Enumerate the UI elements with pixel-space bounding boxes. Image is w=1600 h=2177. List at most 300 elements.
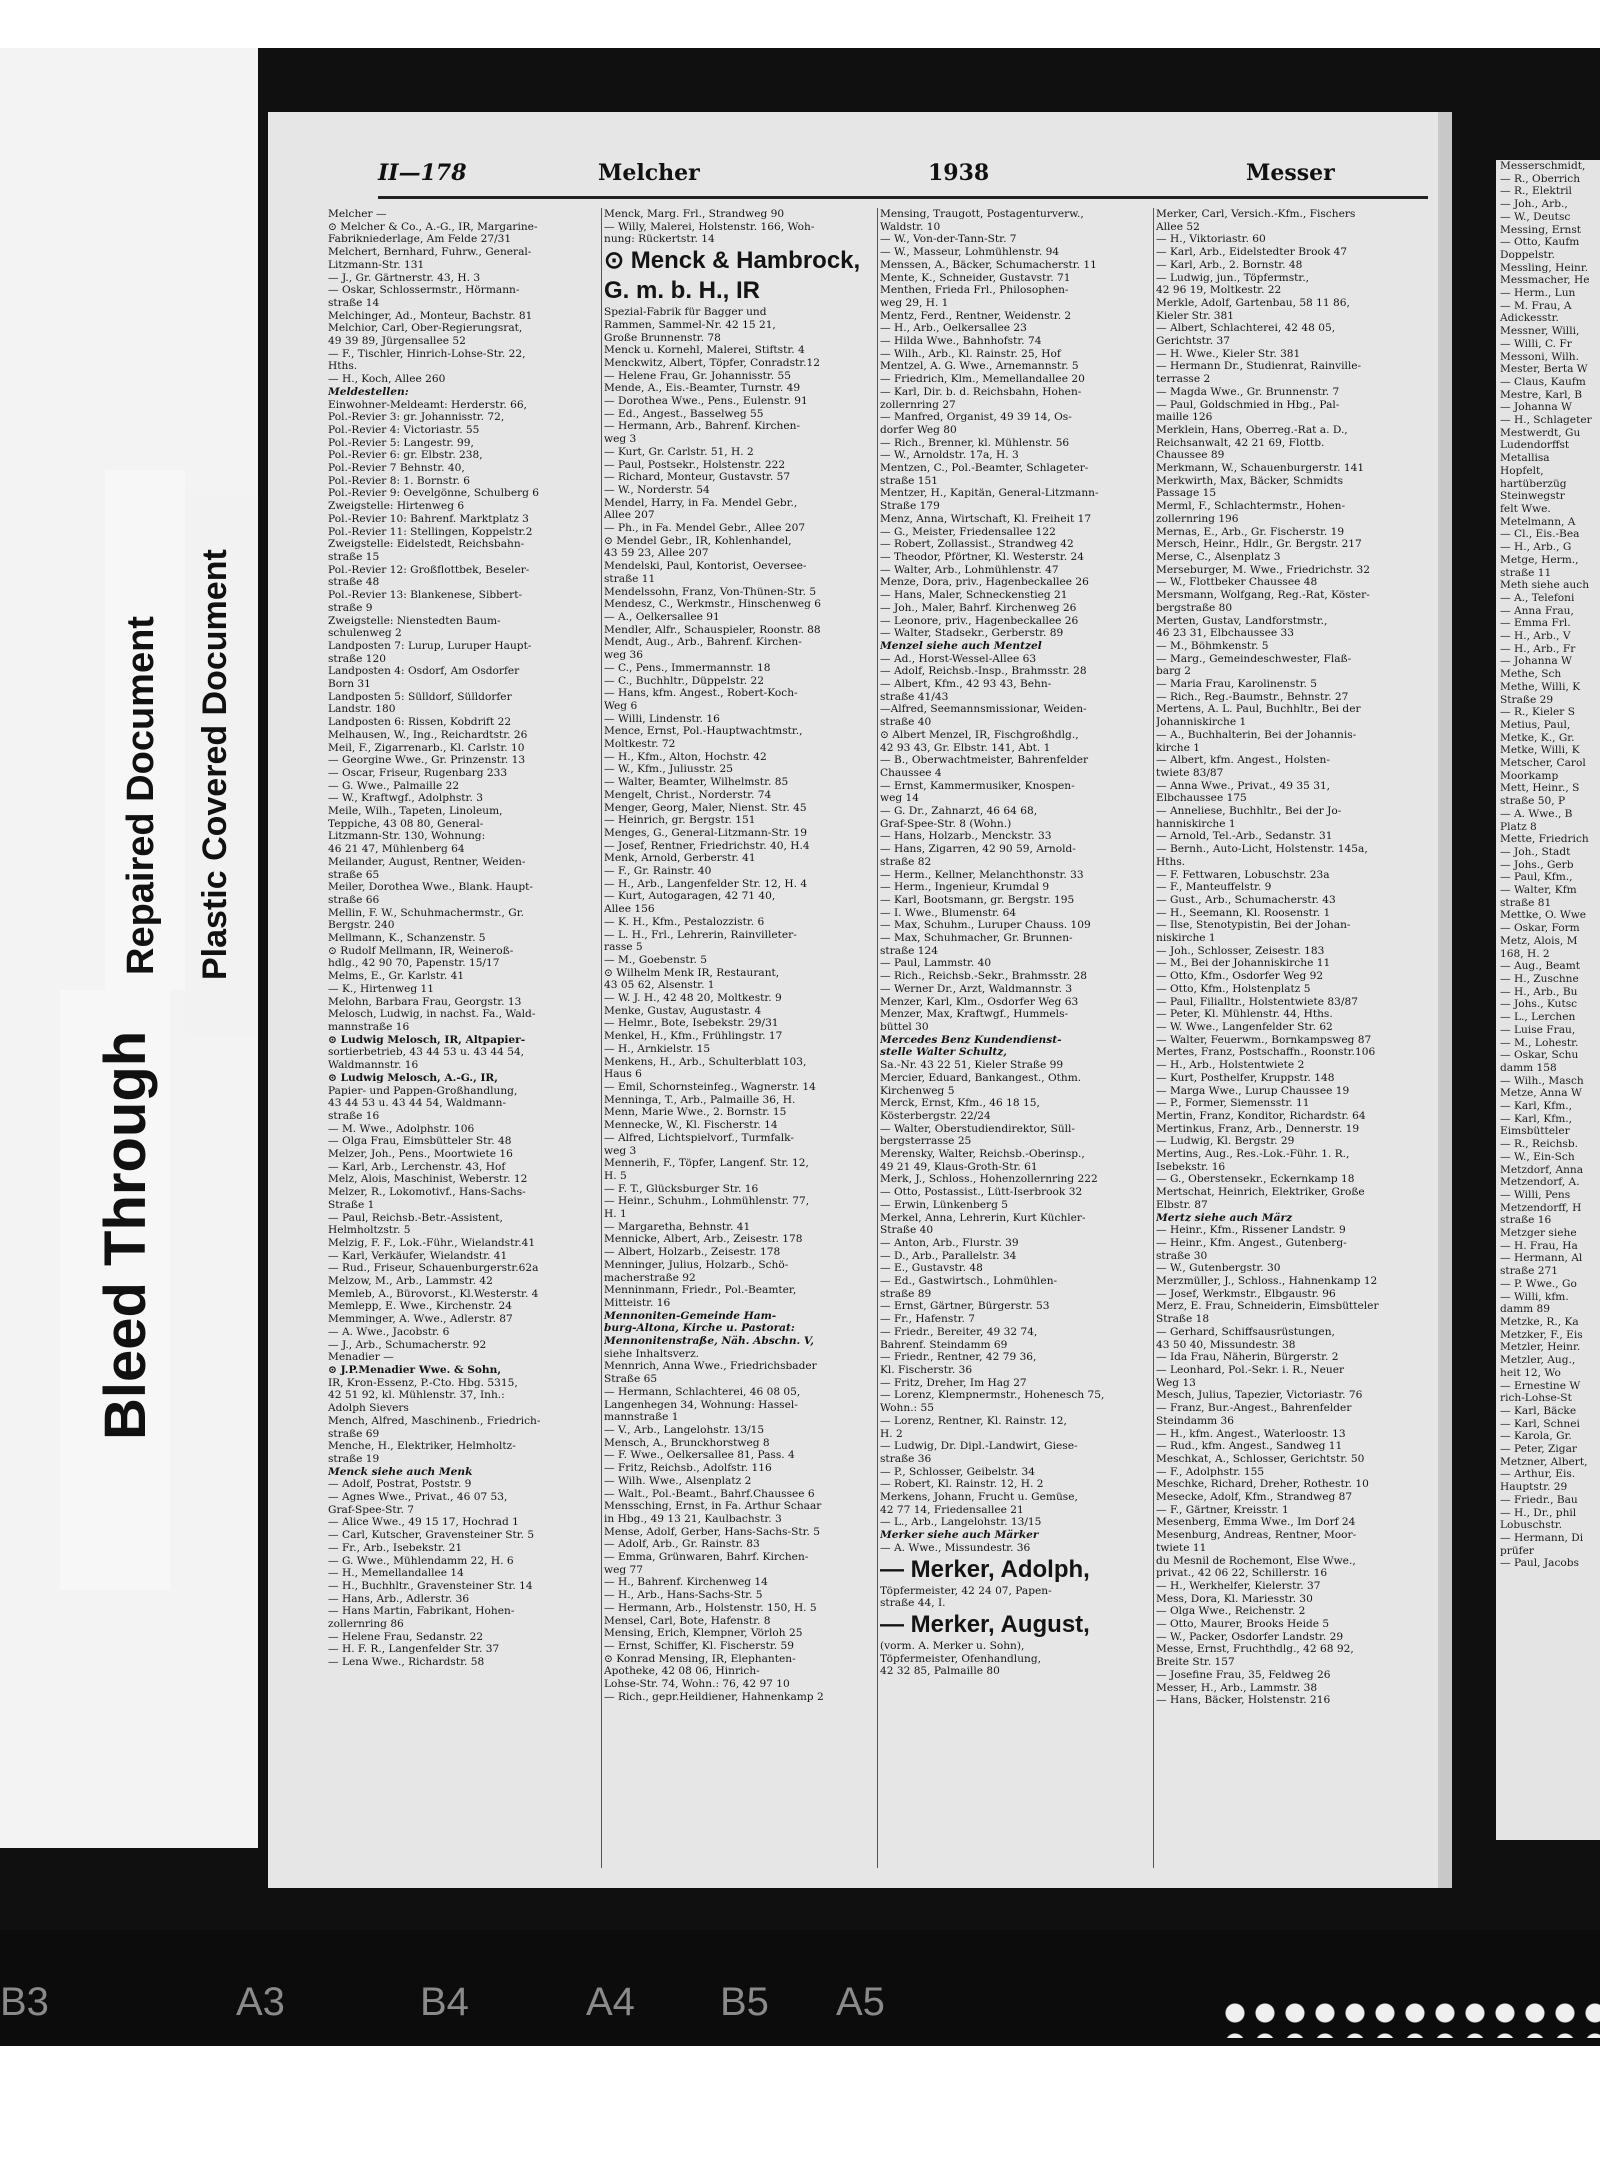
adjacent-page-line: Platz 8	[1500, 820, 1537, 833]
adjacent-page-line: Mette, Friedrich	[1500, 833, 1589, 846]
directory-line: 43 44 53 u. 43 44 54, Waldmann-	[328, 1097, 507, 1110]
adjacent-page-line: Mett, Heinr., S	[1500, 782, 1580, 795]
directory-line: Töpfermeister, Ofenhandlung,	[880, 1652, 1041, 1665]
directory-line: — K. H., Kfm., Pestalozzistr. 6	[604, 915, 765, 928]
adjacent-page-line: — Willi, Pens	[1500, 1188, 1571, 1201]
directory-line: privat., 42 06 22, Schillerstr. 16	[1156, 1567, 1328, 1580]
directory-line: Sa.-Nr. 43 22 51, Kieler Straße 99	[880, 1059, 1064, 1072]
film-mark: B5	[720, 1980, 769, 2024]
directory-line: — Friedrich, Klm., Memellandallee 20	[880, 373, 1085, 386]
directory-line: — P., Schlosser, Geibelstr. 34	[880, 1465, 1035, 1478]
directory-line: — Albert, kfm. Angest., Holsten-	[1156, 754, 1330, 767]
directory-line: — A., Buchhalterin, Bei der Johannis-	[1156, 728, 1357, 741]
directory-line: straße 36	[880, 1452, 932, 1465]
directory-line: Pol.-Revier 7 Behnstr. 40,	[328, 462, 465, 475]
directory-line: 42 51 92, kl. Mühlenstr. 37, Inh.:	[328, 1389, 505, 1402]
directory-line: — Rud., Friseur, Schauenburgerstr.62a	[328, 1262, 539, 1275]
directory-line: straße 9	[328, 601, 373, 614]
directory-line: Mendt, Aug., Arb., Bahrenf. Kirchen-	[604, 636, 802, 649]
directory-line: Allee 156	[604, 903, 655, 916]
directory-line: — Fritz, Reichsb., Adolfstr. 116	[604, 1462, 772, 1475]
adjacent-page-line: — Johs., Kutsc	[1500, 998, 1578, 1011]
directory-line: hanniskirche 1	[1156, 817, 1236, 830]
directory-line: Mertinkus, Franz, Arb., Dennerstr. 19	[1156, 1122, 1360, 1135]
directory-page	[268, 112, 1452, 1888]
adjacent-page-line: — Oskar, Schu	[1500, 1049, 1579, 1062]
directory-line: Fabrikniederlage, Am Felde 27/31	[328, 233, 512, 246]
directory-line: straße 65	[328, 868, 380, 881]
directory-line: — Ludwig, jun., Töpfermstr.,	[1156, 271, 1310, 284]
directory-line: (vorm. A. Merker u. Sohn),	[880, 1639, 1025, 1652]
directory-line: Mende, A., Eis.-Beamter, Turnstr. 49	[604, 382, 801, 395]
directory-line: Chaussee 4	[880, 766, 942, 779]
repaired-document-label: Repaired Document	[120, 616, 162, 975]
adjacent-page-line: rich-Lohse-St	[1500, 1392, 1572, 1405]
directory-line: Memlepp, E. Wwe., Kirchenstr. 24	[328, 1300, 512, 1313]
directory-line: — Hans, Maler, Schneckenstieg 21	[880, 589, 1068, 602]
directory-line: Allee 207	[604, 509, 655, 522]
directory-line: Menninger, Julius, Holzarb., Schö-	[604, 1258, 789, 1271]
adjacent-page-line: Hauptstr. 29	[1500, 1481, 1568, 1494]
directory-line: Menges, G., General-Litzmann-Str. 19	[604, 826, 807, 839]
directory-line: macherstraße 92	[604, 1271, 696, 1284]
directory-line: sortierbetrieb, 43 44 53 u. 43 44 54,	[328, 1046, 525, 1059]
directory-line: 42 32 85, Palmaille 80	[880, 1665, 1000, 1678]
column-rule	[601, 208, 602, 1868]
directory-line: Wohn.: 55	[880, 1402, 934, 1415]
directory-line: Allee 52	[1156, 220, 1200, 233]
directory-line: — Adolf, Postrat, Poststr. 9	[328, 1478, 472, 1491]
directory-line: — J., Arb., Schumacherstr. 92	[328, 1338, 487, 1351]
directory-line: — Paul, Filialltr., Holstentwiete 83/87	[1156, 995, 1358, 1008]
film-mark: A5	[836, 1980, 885, 2024]
directory-line: Merker siehe auch Märker	[880, 1529, 1039, 1542]
directory-line: in Hbg., 49 13 21, Kaulbachstr. 3	[604, 1512, 782, 1525]
directory-line: bergstraße 80	[1156, 601, 1233, 614]
directory-line: Straße 40	[880, 1224, 934, 1237]
column-rule	[1153, 208, 1154, 1868]
directory-line: — Dorothea Wwe., Pens., Eulenstr. 91	[604, 395, 808, 408]
directory-line: mannstraße 1	[604, 1411, 679, 1424]
directory-line: — Kurt, Autogaragen, 42 71 40,	[604, 890, 776, 903]
directory-line: — H., Arb., Langenfelder Str. 12, H. 4	[604, 877, 808, 890]
adjacent-page-line: — H., Arb., Bu	[1500, 985, 1578, 998]
directory-line: Meldestellen:	[328, 385, 409, 398]
directory-line: Meschke, Richard, Dreher, Rothestr. 10	[1156, 1478, 1369, 1491]
adjacent-page-line: — L., Lerchen	[1500, 1011, 1576, 1024]
directory-line: — H., Bahrenf. Kirchenweg 14	[604, 1576, 768, 1589]
directory-line: Melchior, Carl, Ober-Regierungsrat,	[328, 322, 523, 335]
directory-line: Straße 179	[880, 500, 940, 513]
directory-line: — Merker, August,	[880, 1610, 1090, 1638]
directory-line: Merse, C., Alsenplatz 3	[1156, 550, 1281, 563]
directory-line: Isebekstr. 16	[1156, 1160, 1226, 1173]
directory-line: Mertz siehe auch März	[1156, 1211, 1293, 1224]
adjacent-page-line: Metze, Anna W	[1500, 1087, 1582, 1100]
directory-line: — H., Arb., Oelkersallee 23	[880, 322, 1027, 335]
adjacent-page-line: — Luise Frau,	[1500, 1023, 1576, 1036]
directory-line: — Paul, Goldschmied in Hbg., Pal-	[1156, 398, 1340, 411]
page-number: II—178	[378, 160, 467, 186]
directory-line: — Leonhard, Pol.-Sekr. i. R., Neuer	[1156, 1363, 1345, 1376]
directory-line: — E., Gustavstr. 48	[880, 1262, 983, 1275]
directory-line: — Otto, Postassist., Lütt-Iserbrook 32	[880, 1186, 1083, 1199]
directory-line: Pol.-Revier 13: Blankenese, Sibbert-	[328, 589, 523, 602]
directory-line: Mernas, E., Arb., Gr. Fischerstr. 19	[1156, 525, 1345, 538]
directory-line: Einwohner-Meldeamt: Herderstr. 66,	[328, 398, 527, 411]
directory-line: Litzmann-Str. 130, Wohnung:	[328, 830, 486, 843]
directory-line: niskirche 1	[1156, 932, 1216, 945]
directory-line: Melzer, R., Lokomotivf., Hans-Sachs-	[328, 1186, 526, 1199]
directory-line: — I. Wwe., Blumenstr. 64	[880, 906, 1017, 919]
directory-line: Merml, F., Schlachtermstr., Hohen-	[1156, 500, 1346, 513]
directory-line: — G. Dr., Zahnarzt, 46 64 68,	[880, 805, 1038, 818]
adjacent-page-line: Mestwerdt, Gu	[1500, 426, 1581, 439]
adjacent-page-line: Metzger siehe	[1500, 1227, 1577, 1240]
directory-line: — H., Arb., Holstentwiete 2	[1156, 1059, 1305, 1072]
adjacent-page-line: Mester, Berta W	[1500, 363, 1588, 376]
adjacent-page-line: — R., Elektril	[1500, 185, 1572, 198]
directory-line: — Alice Wwe., 49 15 17, Hochrad 1	[328, 1516, 519, 1529]
directory-line: — Rich., Brenner, kl. Mühlenstr. 56	[880, 436, 1070, 449]
directory-line: dorfer Weg 80	[880, 423, 957, 436]
directory-line: Graf-Spee-Str. 7	[328, 1503, 415, 1516]
directory-line: — Karl, Verkäufer, Wielandstr. 41	[328, 1249, 508, 1262]
directory-line: Pol.-Revier 9: Oevelgönne, Schulberg 6	[328, 487, 540, 500]
adjacent-page-line: straße 271	[1500, 1265, 1559, 1278]
directory-line: — Rud., kfm. Angest., Sandweg 11	[1156, 1440, 1343, 1453]
adjacent-page-line: — R., Kieler S	[1500, 706, 1575, 719]
directory-line: — Karl, Arb., 2. Bornstr. 48	[1156, 258, 1303, 271]
directory-line: Mentz, Ferd., Rentner, Weidenstr. 2	[880, 309, 1072, 322]
directory-line: 43 05 62, Alsenstr. 1	[604, 979, 715, 992]
adjacent-page-line: Messerschmidt,	[1500, 160, 1586, 172]
directory-line: — Marg., Gemeindeschwester, Flaß-	[1156, 652, 1352, 665]
directory-line: Mennrich, Anna Wwe., Friedrichsbader	[604, 1360, 817, 1373]
directory-line: Menck u. Kornehl, Malerei, Stiftstr. 4	[604, 344, 805, 357]
directory-line: Menninga, T., Arb., Palmaille 36, H.	[604, 1093, 796, 1106]
adjacent-page-line: Metzendorf, A.	[1500, 1176, 1580, 1189]
directory-line: Meile, Wilh., Tapeten, Linoleum,	[328, 805, 503, 818]
adjacent-page-line: Metge, Herm.,	[1500, 553, 1579, 566]
adjacent-page-line: Steinwegstr	[1500, 490, 1565, 503]
directory-line: — Merker, Adolph,	[880, 1555, 1090, 1583]
directory-line: straße 30	[1156, 1249, 1208, 1262]
directory-line: Helmholtzstr. 5	[328, 1224, 411, 1237]
film-mark: B3	[0, 1980, 49, 2024]
directory-line: weg 14	[880, 792, 919, 805]
directory-line: Zweigstelle: Hirtenweg 6	[328, 500, 465, 513]
directory-line: — Walter, Feuerwm., Bornkampsweg 87	[1156, 1033, 1372, 1046]
adjacent-page-line: — Cl., Eis.-Bea	[1500, 528, 1580, 541]
directory-line: — P., Former, Siemensstr. 11	[1156, 1097, 1310, 1110]
adjacent-page-line: — Ernestine W	[1500, 1379, 1581, 1392]
directory-line: büttel 30	[880, 1021, 929, 1033]
directory-line: stelle Walter Schultz,	[880, 1046, 1007, 1059]
adjacent-page-line: Messling, Heinr.	[1500, 261, 1589, 274]
directory-line: Merensky, Walter, Reichsb.-Oberinsp.,	[880, 1148, 1085, 1161]
directory-line: Merkens, Johann, Frucht u. Gemüse,	[880, 1491, 1078, 1504]
directory-line: 42 77 14, Friedensallee 21	[880, 1503, 1024, 1516]
adjacent-page-line: — Willi, C. Fr	[1500, 337, 1572, 350]
directory-column-4	[1156, 208, 1426, 1868]
directory-line: Mesenburg, Andreas, Rentner, Moor-	[1156, 1529, 1357, 1542]
directory-line: — Rich., Reg.-Baumstr., Behnstr. 27	[1156, 690, 1349, 703]
directory-line: — Ernst, Kammermusiker, Knospen-	[880, 779, 1075, 792]
adjacent-page-line: — Johanna W	[1500, 655, 1572, 668]
directory-line: — Carl, Kutscher, Gravensteiner Str. 5	[328, 1529, 535, 1542]
adjacent-page-line: — Claus, Kaufm	[1500, 375, 1586, 388]
directory-line: Mellmann, K., Schanzenstr. 5	[328, 932, 486, 945]
directory-line: — Ilse, Stenotypistin, Bei der Johan-	[1156, 919, 1351, 932]
directory-line: — H., Buchhltr., Gravensteiner Str. 14	[328, 1579, 533, 1592]
directory-line: — Maria Frau, Karolinenstr. 5	[1156, 678, 1317, 691]
directory-line: Weg 6	[604, 699, 638, 712]
directory-line: — Lorenz, Klempnermstr., Hohenesch 75,	[880, 1389, 1105, 1402]
directory-line: — Karl, Arb., Eidelstedter Brook 47	[1156, 246, 1348, 259]
directory-line: Johanniskirche 1	[1156, 716, 1247, 729]
adjacent-page-line: damm 89	[1500, 1303, 1551, 1316]
directory-line: ⊙ Ludwig Melosch, IR, Altpapier-	[328, 1033, 526, 1046]
directory-line: Zweigstelle: Eidelstedt, Reichsbahn-	[328, 538, 525, 551]
directory-line: Landstr. 180	[328, 703, 396, 716]
directory-line: — W., Arnoldstr. 17a, H. 3	[880, 449, 1019, 462]
directory-line: — A. Wwe., Jacobstr. 6	[328, 1325, 450, 1338]
directory-line: — Wilh., Arb., Kl. Rainstr. 25, Hof	[880, 347, 1061, 360]
adjacent-page-line: — H., Arb., Fr	[1500, 642, 1576, 655]
directory-line: straße 16	[328, 1109, 380, 1122]
directory-line: — J., Gr. Gärtnerstr. 43, H. 3	[328, 271, 481, 284]
adjacent-page-line: — Johanna W	[1500, 401, 1572, 414]
adjacent-page-line: Doppelstr.	[1500, 248, 1556, 261]
adjacent-page-line: Messoni, Wilh.	[1500, 350, 1579, 363]
directory-line: Mennoniten-Gemeinde Ham-	[604, 1309, 777, 1322]
film-mark: A3	[236, 1980, 285, 2024]
directory-line: Mesch, Julius, Tapezier, Victoriastr. 76	[1156, 1389, 1363, 1402]
directory-line: Mensing, Traugott, Postagenturverw.,	[880, 208, 1084, 220]
directory-line: — Friedr., Bereiter, 49 32 74,	[880, 1325, 1038, 1338]
directory-line: Merklein, Hans, Oberreg.-Rat a. D.,	[1156, 423, 1348, 436]
directory-line: — C., Buchhltr., Düppelstr. 22	[604, 674, 764, 687]
directory-line: Elbchaussee 175	[1156, 792, 1247, 805]
directory-line: Mensing, Erich, Klempner, Vörloh 25	[604, 1627, 803, 1640]
directory-line: Mersmann, Wolfgang, Reg.-Rat, Köster-	[1156, 589, 1370, 602]
directory-line: Mercedes Benz Kundendienst-	[880, 1033, 1062, 1046]
adjacent-page-line: — Karl, Bäcke	[1500, 1404, 1577, 1417]
directory-line: Graf-Spee-Str. 8 (Wohn.)	[880, 817, 1012, 830]
adjacent-page-line: — Karl, Kfm.,	[1500, 1112, 1572, 1125]
directory-line: Pol.-Revier 11: Stellingen, Koppelstr.2	[328, 525, 533, 538]
directory-line: Mitteistr. 16	[604, 1296, 671, 1309]
directory-line: Mense, Adolf, Gerber, Hans-Sachs-Str. 5	[604, 1525, 820, 1538]
adjacent-page-line: Messing, Ernst	[1500, 223, 1582, 236]
directory-line: Steindamm 36	[1156, 1414, 1235, 1427]
directory-line: — Ludwig, Kl. Bergstr. 29	[1156, 1135, 1295, 1148]
directory-line: — Hans Martin, Fabrikant, Hohen-	[328, 1605, 515, 1618]
directory-line: — Wilh. Wwe., Alsenplatz 2	[604, 1474, 752, 1487]
directory-line: Mesenberg, Emma Wwe., Im Dorf 24	[1156, 1516, 1356, 1529]
adjacent-page-line: Metscher, Carol	[1500, 757, 1586, 770]
directory-line: straße 48	[328, 576, 380, 589]
directory-line: — Lena Wwe., Richardstr. 58	[328, 1656, 485, 1669]
directory-line: H. 2	[880, 1427, 903, 1440]
directory-line: Messe, Ernst, Fruchthdlg., 42 68 92,	[1156, 1643, 1354, 1656]
adjacent-page-line: hartüberzüg	[1500, 477, 1567, 490]
adjacent-page-line: Metzke, R., Ka	[1500, 1315, 1579, 1328]
directory-line: — M., Bei der Johanniskirche 11	[1156, 957, 1331, 970]
directory-line: — H., Werkhelfer, Kielerstr. 37	[1156, 1579, 1321, 1592]
directory-line: — M. Wwe., Adolphstr. 106	[328, 1122, 475, 1135]
directory-line: — G., Oberstensekr., Eckernkamp 18	[1156, 1173, 1355, 1186]
directory-line: Mennecke, W., Kl. Fischerstr. 14	[604, 1119, 778, 1132]
directory-line: Menzer, Karl, Klm., Osdorfer Weg 63	[880, 995, 1079, 1008]
adjacent-page-line: — Paul, Jacobs	[1500, 1557, 1579, 1570]
directory-line: — Richard, Monteur, Gustavstr. 57	[604, 471, 791, 484]
directory-line: — Hans, Bäcker, Holstenstr. 216	[1156, 1694, 1331, 1707]
adjacent-page-line: — H., Schlageter	[1500, 414, 1592, 427]
directory-line: barg 2	[1156, 665, 1192, 678]
adjacent-page-line: — H., Arb., V	[1500, 630, 1571, 643]
directory-line: — Max, Schuhm., Luruper Chauss. 109	[880, 919, 1091, 932]
directory-line: ⊙ Mendel Gebr., IR, Kohlenhandel,	[604, 534, 792, 547]
directory-line: — Paul, Reichsb.-Betr.-Assistent,	[328, 1211, 503, 1224]
adjacent-page-line: — Aug., Beamt	[1500, 960, 1580, 973]
directory-line: Kieler Str. 381	[1156, 309, 1235, 322]
directory-line: — Theodor, Pförtner, Kl. Westerstr. 24	[880, 550, 1084, 563]
directory-line: — Hermann Dr., Studienrat, Rainville-	[1156, 360, 1362, 373]
directory-line: — W. Wwe., Langenfelder Str. 62	[1156, 1021, 1333, 1033]
adjacent-page-line: — Peter, Zigar	[1500, 1443, 1577, 1456]
directory-line: Menckwitz, Albert, Töpfer, Conradstr.12	[604, 356, 821, 369]
directory-line: Töpfermeister, 42 24 07, Papen-	[880, 1584, 1052, 1597]
directory-line: — Anneliese, Buchhltr., Bei der Jo-	[1156, 805, 1342, 818]
directory-line: straße 14	[328, 296, 380, 309]
directory-line: Menkens, H., Arb., Schulterblatt 103,	[604, 1055, 807, 1068]
directory-line: Messer, H., Arb., Lammstr. 38	[1156, 1681, 1318, 1694]
directory-line: Straße 1	[328, 1198, 375, 1211]
directory-line: — Heinr., Kfm., Rissener Landstr. 9	[1156, 1224, 1346, 1237]
adjacent-page-line: Methe, Sch	[1500, 668, 1562, 681]
directory-line: — Kurt, Gr. Carlstr. 51, H. 2	[604, 445, 754, 458]
directory-line: — Albert, Holzarb., Zeisestr. 178	[604, 1246, 781, 1259]
directory-line: Melosch, Ludwig, in nachst. Fa., Wald-	[328, 1008, 536, 1021]
directory-line: — Ernst, Gärtner, Bürgerstr. 53	[880, 1300, 1050, 1313]
directory-line: siehe Inhaltsverz.	[604, 1347, 700, 1360]
directory-line: — Arnold, Tel.-Arb., Sedanstr. 31	[1156, 830, 1333, 843]
directory-line: 42 96 19, Moltkestr. 22	[1156, 284, 1282, 297]
directory-line: — W., Masseur, Lohmühlenstr. 94	[880, 246, 1060, 259]
directory-line: — Heinrich, gr. Bergstr. 151	[604, 814, 756, 827]
directory-line: Mensel, Carl, Bote, Hafenstr. 8	[604, 1614, 771, 1627]
directory-line: Landposten 6: Rissen, Kobdrift 22	[328, 716, 512, 729]
directory-line: Menzel siehe auch Mentzel	[880, 639, 1042, 652]
adjacent-page-line: — Karl, Kfm.,	[1500, 1100, 1572, 1113]
directory-line: — L., Arb., Langelohstr. 13/15	[880, 1516, 1042, 1529]
adjacent-page-line: — Hermann, Di	[1500, 1531, 1584, 1544]
directory-line: — M., Goebenstr. 5	[604, 953, 707, 966]
adjacent-page-line: — A. Wwe., B	[1500, 807, 1573, 820]
adjacent-page-line: felt Wwe.	[1500, 502, 1551, 515]
adjacent-page-line: — Walter, Kfm	[1500, 884, 1577, 897]
adjacent-page-line: 168, H. 2	[1500, 947, 1550, 960]
directory-line: Mesecke, Adolf, Kfm., Strandweg 87	[1156, 1491, 1353, 1504]
directory-line: Merzmüller, J., Schloss., Hahnenkamp 12	[1156, 1275, 1378, 1288]
directory-line: — Walt., Pol.-Beamt., Bahrf.Chaussee 6	[604, 1487, 815, 1500]
directory-line: — Friedr., Rentner, 42 79 36,	[880, 1351, 1037, 1364]
directory-line: mannstraße 16	[328, 1021, 410, 1033]
directory-line: Kl. Fischerstr. 36	[880, 1363, 973, 1376]
directory-line: — Margaretha, Behnstr. 41	[604, 1220, 751, 1233]
adjacent-page-line: — H., Arb., G	[1500, 541, 1572, 554]
directory-column-1	[328, 208, 598, 1868]
directory-line: — Oscar, Friseur, Rugenbarg 233	[328, 766, 508, 779]
directory-line: Meil, F., Zigarrenarb., Kl. Carlstr. 10	[328, 741, 525, 754]
directory-line: Mengelt, Christ., Norderstr. 74	[604, 788, 772, 801]
directory-line: — Manfred, Organist, 49 39 14, Os-	[880, 411, 1072, 424]
directory-line: 49 39 89, Jürgensallee 52	[328, 335, 466, 348]
directory-line: Zweigstelle: Nienstedten Baum-	[328, 614, 501, 627]
directory-line: Große Brunnenstr. 78	[604, 331, 721, 344]
directory-line: Menck, Marg. Frl., Strandweg 90	[604, 208, 785, 220]
directory-line: — Robert, Zollassist., Strandweg 42	[880, 538, 1074, 551]
directory-line: Mersch, Heinr., Hdlr., Gr. Bergstr. 217	[1156, 538, 1362, 551]
directory-line: 46 23 31, Elbchaussee 33	[1156, 627, 1294, 640]
adjacent-page-line: Metz, Alois, M	[1500, 934, 1578, 947]
directory-line: burg-Altona, Kirche u. Pastorat:	[604, 1322, 795, 1335]
directory-line: ⊙ Wilhelm Menk IR, Restaurant,	[604, 966, 780, 979]
directory-line: zollernring 86	[328, 1618, 404, 1631]
adjacent-page-line: — H., Dr., phil	[1500, 1506, 1577, 1519]
directory-line: IR, Kron-Essenz, P.-Cto. Hbg. 5315,	[328, 1376, 518, 1389]
directory-line: — Ida Frau, Näherin, Bürgerstr. 2	[1156, 1351, 1339, 1364]
directory-line: — Hans, kfm. Angest., Robert-Koch-	[604, 687, 798, 700]
directory-line: Breite Str. 157	[1156, 1656, 1235, 1669]
directory-line: — Magda Wwe., Gr. Brunnenstr. 7	[1156, 385, 1340, 398]
directory-line: — Josefine Frau, 35, Feldweg 26	[1156, 1668, 1331, 1681]
directory-columns	[328, 208, 1428, 1868]
directory-line: Kösterbergstr. 22/24	[880, 1109, 991, 1122]
film-perforations	[1220, 1998, 1600, 2038]
directory-line: — Willi, Lindenstr. 16	[604, 712, 720, 725]
directory-line: Merz, E. Frau, Schneiderin, Eimsbütteler	[1156, 1300, 1379, 1313]
adjacent-page-line: Metzler, Heinr.	[1500, 1341, 1581, 1354]
directory-line: Mellin, F. W., Schuhmachermstr., Gr.	[328, 906, 524, 919]
column-rule	[877, 208, 878, 1868]
directory-line: Hths.	[1156, 855, 1186, 868]
directory-line: nung: Rückertstr. 14	[604, 233, 715, 246]
directory-line: Menssching, Ernst, in Fa. Arthur Schaar	[604, 1500, 822, 1513]
directory-line: — Franz, Bur.-Angest., Bahrenfelder	[1156, 1402, 1352, 1415]
adjacent-page-line: — Wilh., Masch	[1500, 1074, 1584, 1087]
directory-line: — Walter, Oberstudiendirektor, Süll-	[880, 1122, 1075, 1135]
directory-line: — Willy, Malerei, Holstenstr. 166, Woh-	[604, 220, 815, 233]
adjacent-page-line: straße 81	[1500, 896, 1552, 909]
directory-line: Weg 13	[1156, 1376, 1196, 1389]
directory-line: Litzmann-Str. 131	[328, 258, 425, 271]
directory-line: Rammen, Sammel-Nr. 42 15 21,	[604, 318, 776, 331]
directory-line: Chaussee 89	[1156, 449, 1225, 462]
directory-line: — Gerhard, Schiffsausrüstungen,	[1156, 1325, 1335, 1338]
directory-line: Teppiche, 43 08 80, General-	[328, 817, 484, 830]
directory-line: — Ed., Gastwirtsch., Lohmühlen-	[880, 1275, 1058, 1288]
directory-line: Mence, Ernst, Pol.-Hauptwachtmstr.,	[604, 725, 803, 738]
directory-line: Reichsanwalt, 42 21 69, Flottb.	[1156, 436, 1325, 449]
bleed-through-label: Bleed Through	[93, 1030, 158, 1440]
adjacent-page-line: — Karl, Schnei	[1500, 1417, 1580, 1430]
directory-line: — Hermann, Arb., Holstenstr. 150, H. 5	[604, 1601, 817, 1614]
directory-line: — Emma, Grünwaren, Bahrf. Kirchen-	[604, 1551, 809, 1564]
directory-line: — Walter, Stadsekr., Gerberstr. 89	[880, 627, 1064, 640]
